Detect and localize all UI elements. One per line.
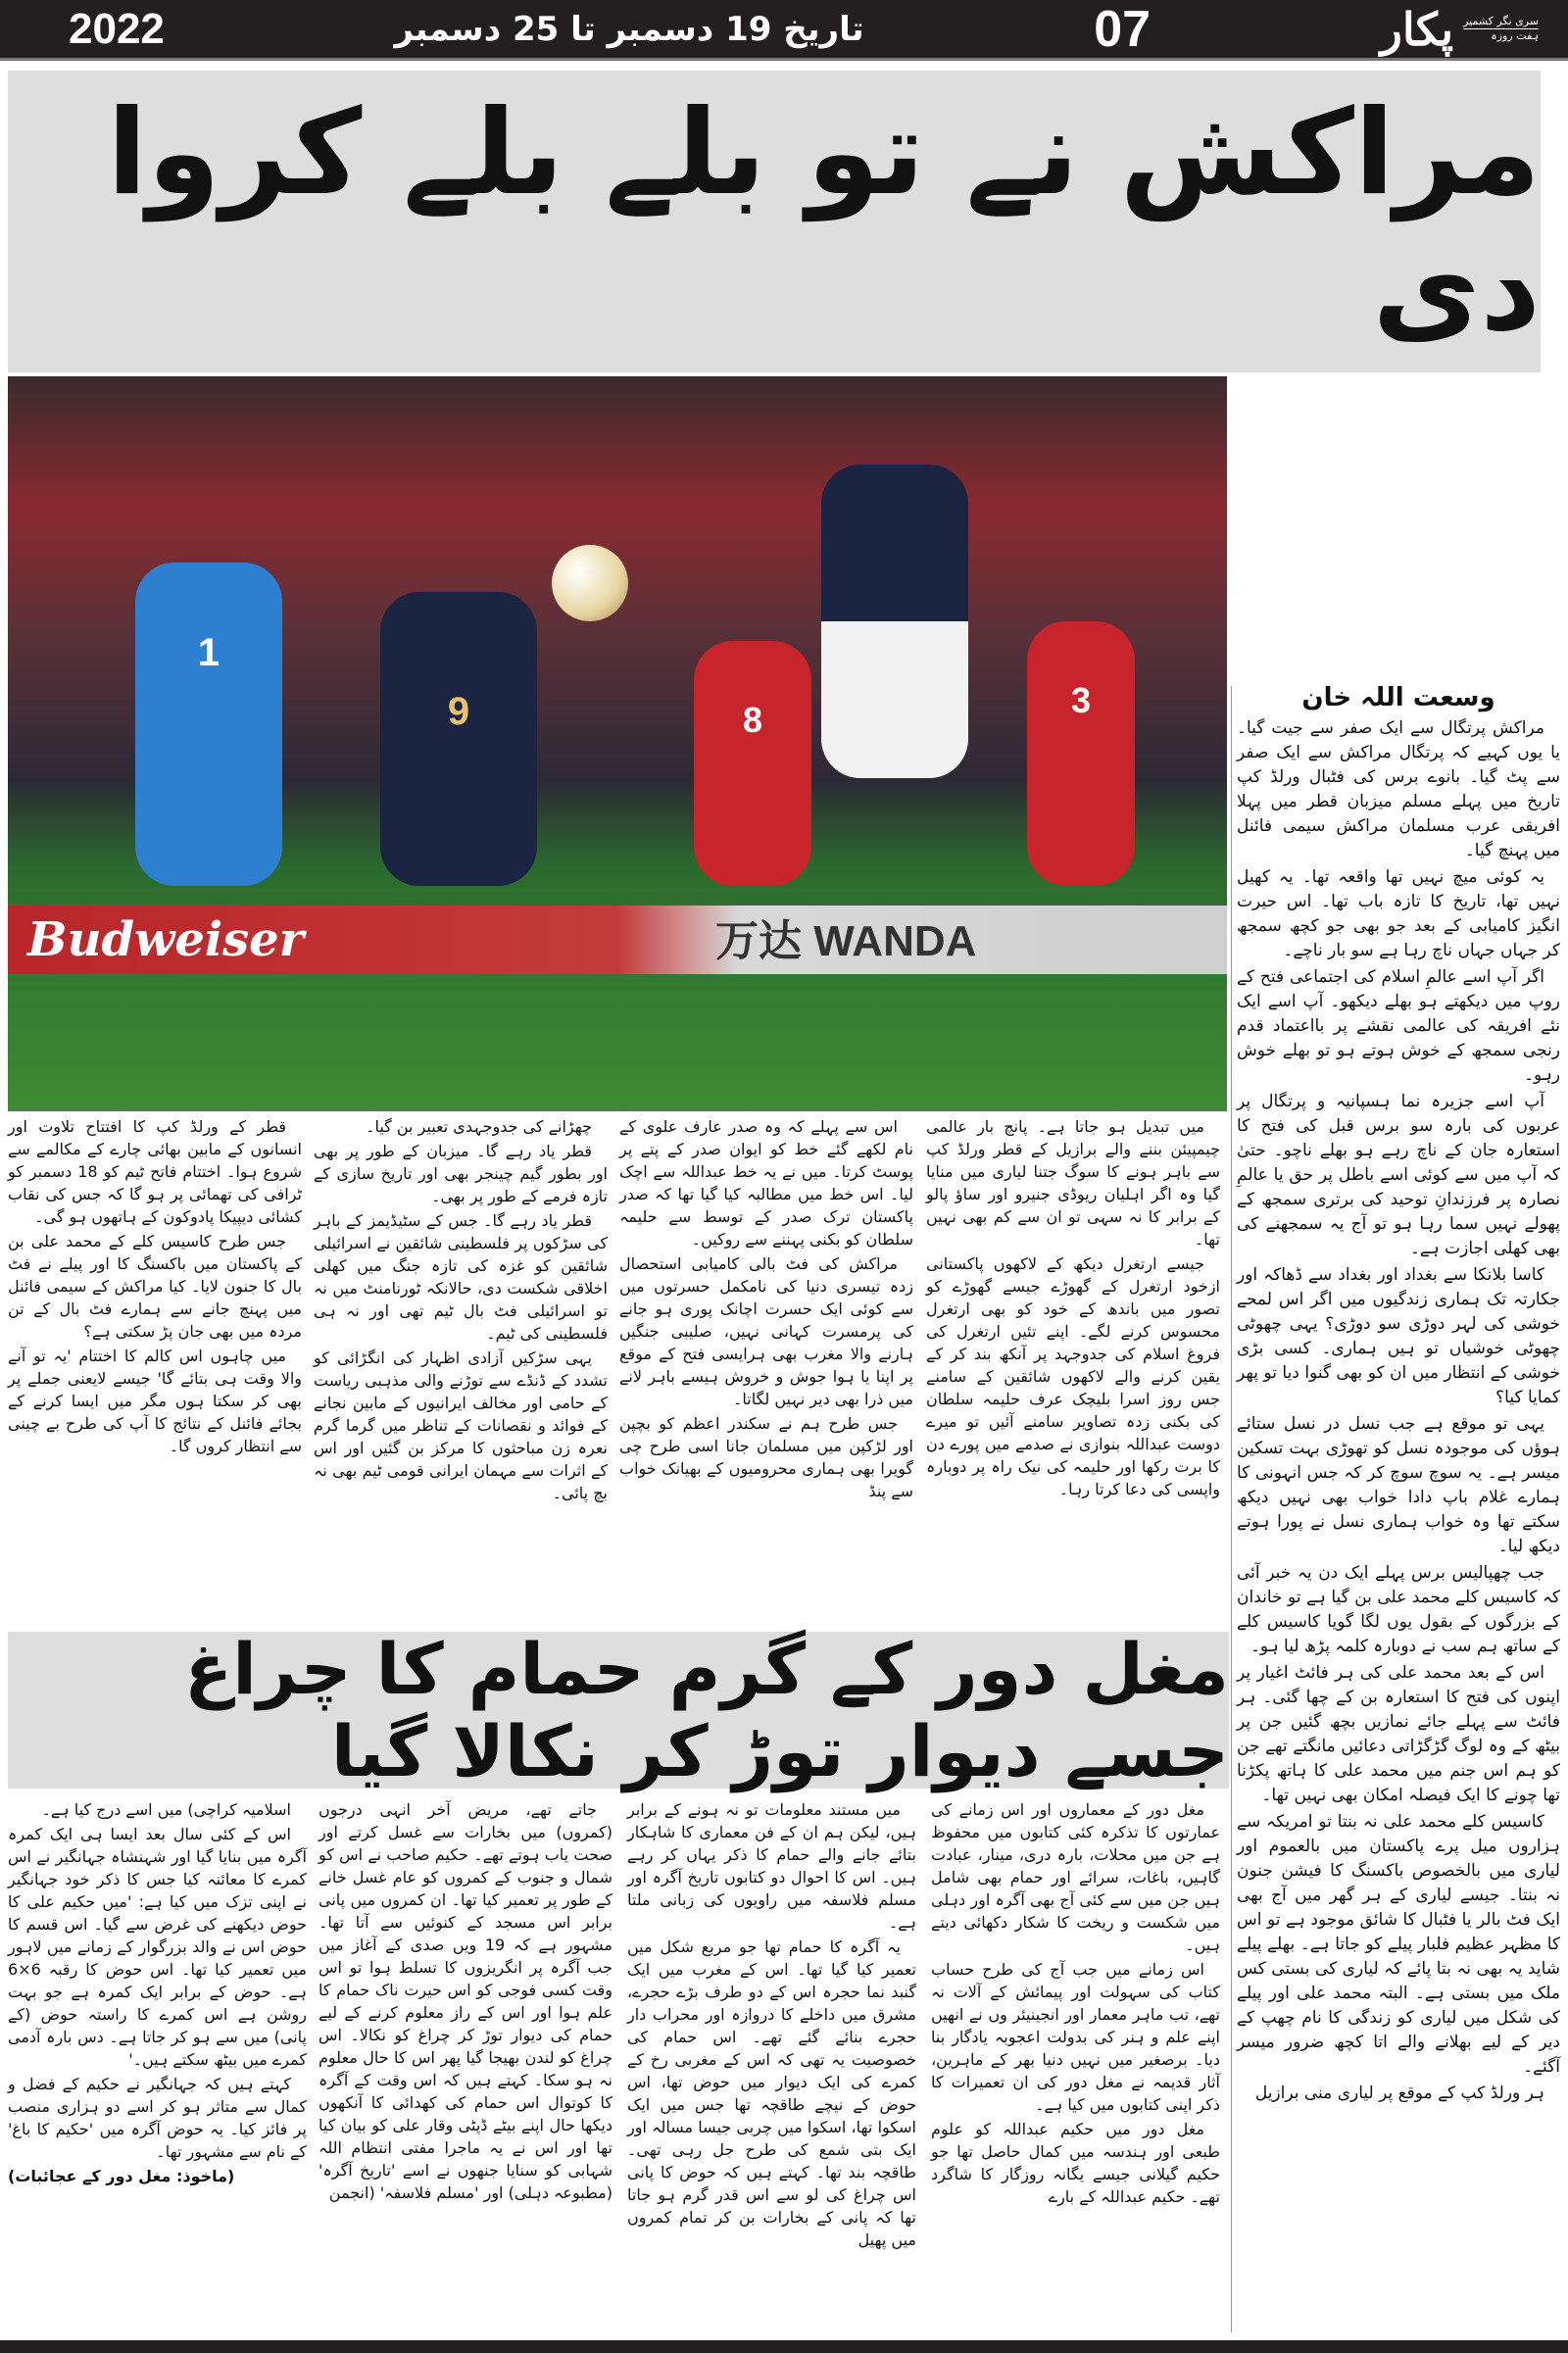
paragraph: قطر یاد رہے گا۔ جس کے سٹیڈیمز کے باہر کی سڑکوں پر فلسطینی شائقین نے اسرائیلی شائقین کو غزہ کی تازہ جنگ میں کھلی اخلاقی شکست دی، حالانکہ ٹورنامنٹ میں نہ تو اسرائیلی فٹ بال ٹیم تھی اور نہ ہی فلسطینی کی ٹیم۔ — [314, 1211, 608, 1343]
masthead-bar — [0, 0, 1568, 61]
article2-column-2 — [627, 1798, 916, 2253]
footer-bar — [0, 2340, 1568, 2353]
right-player-number: 3 — [1070, 680, 1092, 720]
paragraph: اس سے پہلے کہ وہ صدر عارف علوی کے نام لکھے گئے خط کو ایوان صدر کے پتے پر پوسٹ کرتا۔ میں نے یہ خط عبداللہ سے اچک لیا۔ اس خط میں مطالبہ کیا گیا تھا کہ صدر پاکستان ترک صدر کے توسط سے حلیمہ سلطان کو بکنی پہننے سے روکیں۔ — [619, 1117, 913, 1249]
paragraph: اس کے بعد محمد علی کی ہر فائٹ اغیار پر اپنوں کی فتح کا استعارہ بن کے چھا گئی۔ ہر فائٹ سے پہلے جائے نمازیں بچھ گئیں جن پر بیٹھ کے وہ لوگ گڑگڑاتی دعائیں مانگتے تھے جن کو ہم اس جنم میں محمد علی کا ہاتھ پکڑنا تھا چونے کا ایک فیصلہ امکان بھی نہیں تھا۔ — [1237, 1663, 1560, 1805]
paragraph: یہ کوئی میچ نہیں تھا واقعہ تھا۔ یہ کھیل نہیں تھا، تاریخ کا تازہ باب تھا۔ اس حیرت انگیز کامیابی کے بعد جو بھی جو کچھ سمجھ کر جہاں جہاں ناچ رہا ہے سو بار ناچے۔ — [1237, 867, 1560, 960]
source-credit: (ماخوذ: مغل دور کے عجائبات) — [8, 2167, 235, 2185]
masthead-meta — [1463, 15, 1539, 43]
paragraph: چھڑانے کی جدوجہدی تعبیر بن گیا۔ — [366, 1117, 592, 1136]
article1-column-1 — [926, 1115, 1220, 1502]
striker-figure — [380, 592, 537, 886]
paragraph: جیسے ارتغرل دیکھ کے لاکھوں پاکستانی ازخود ارتغرل کے گھوڑے جیسے گھوڑے کو تصور میں باندھ کے خود کو بھی ارتغرل محسوس کرنے لگے۔ اپنے تئیں ارتغرل کی فروغ اسلام کی جدوجہد پر آنکھ بند کر کے یقین کرنے والے لاکھوں شائقین کے سامنے جس روز اسرا بلیچک عرف حلیمہ سلطان کی بکنی زدہ تصاویر سامنے آئیں تو میرے دوست عبداللہ بنوازی نے صدمے میں پورے دن کا برت رکھا اور حلیمہ کی نیک راہ پر دوبارہ واپسی کی دعا کرتا رہا۔ — [926, 1254, 1220, 1498]
paragraph: ہر ورلڈ کپ کے موقع پر لیاری منی برازیل — [1254, 2083, 1544, 2103]
paragraph: مراکش کی فٹ بالی کامیابی استحصال زدہ تیسری دنیا کی نامکمل حسرتوں میں سے کوئی ایک حسرت اچانک پوری ہو جانے کی پرمسرت کہانی نہیں، صلیبی جنگیں ہارنے والا مغرب بھی ہرایسی فتح کے موقع پر اپنا یا ہوا جوش و خروش ہیسے باہر لانے میں ذرا بھی دیر نہیں لگاتا۔ — [619, 1254, 913, 1408]
column-divider — [1231, 686, 1232, 2332]
defender-number: 8 — [742, 700, 763, 740]
article2-column-3 — [318, 1798, 612, 2206]
paragraph: جاتے تھے، مریض آخر انہی درجوں (کمروں) میں بخارات سے غسل کرتے اور صحت یاب ہوتے تھے۔ حکیم صاحب نے اس کو شمال و جنوب کے کمروں کو عام غسل خانے کے طور پر تعمیر کیا تھا۔ ان کمروں میں پانی برابر اس مسجد کے کنوئیں سے آتا تھا۔ مشہور ہے کہ 19 ویں صدی کے آغاز میں جب آگرہ پر انگریزوں کا تسلط ہوا تو اس وقت کسی فوجی کو اس حیرت ناک حمام کا علم ہوا اور اس کے راز معلوم کرنے کے لیے حمام کی دیوار توڑ کر چراغ کو نکالا۔ اس چراغ کو لندن بھیجا گیا پھر اس کا حال معلوم نہ ہو سکا۔ کہتے ہیں کہ اس وقت کے آگرہ کا کوتوال اس حمام کی کھدائی کا آنکھوں دیکھا حال اپنے بیٹے ڈپٹی وقار علی کو بیان کیا تھا اور اس نے یہ ماجرا مفتی انتظام اللہ شہابی کو سنایا جنھوں نے اسے 'تاریخ آگرہ' (مطبوعہ دہلی) اور 'مسلم فلاسفہ' (انجمن — [318, 1800, 612, 2202]
paragraph: مغل دور کے معماروں اور اس زمانے کی عمارتوں کا تذکرہ کئی کتابوں میں محفوظ ہے جن میں محلات، بارہ دری، مینار، عبادت گاہیں، باغات، سرائے اور حمام بھی شامل ہیں جن میں سے کئی آج بھی آگرہ اور دہلی میں شکست و ریخت کا شکار دکھائی دیتے ہیں۔ — [931, 1800, 1220, 1954]
football-match-photo — [8, 376, 1227, 1111]
page-number: 07 — [1094, 0, 1152, 58]
article2-column-1 — [931, 1798, 1220, 2210]
main-headline: مراکش نے تو بلے بلے کروا دی — [107, 85, 1541, 358]
paragraph: قطر کے ورلڈ کپ کا افتتاح تلاوت اور انسانوں کے مابین بھائی چارے کے مکالمے سے شروع ہوا۔ اختتام فاتح ٹیم کو 18 دسمبر کو ٹرافی کی تھمائی پر ہو گا کہ جس کی نقاب کشائی دیپیکا پادوکون کے ہاتھوں ہو گی۔ — [8, 1117, 302, 1226]
masthead-brand — [1381, 3, 1539, 56]
issue-year: 2022 — [69, 4, 165, 53]
goalkeeper-figure — [135, 563, 282, 886]
masthead-frequency: ہفت روزہ — [1491, 29, 1539, 42]
paragraph: اس کے کئی سال بعد ایسا ہی ایک کمرہ آگرہ میں بنایا گیا اور شہنشاہ جہانگیر نے اس کمرے کا معائنہ کیا جس کا ذکر خود جہانگیر نے اپنی تزک میں کیا ہے: 'میں حکیم علی کا حوض دیکھنے کی غرض سے گیا۔ اس قسم کا حوض اس نے والد بزرگوار کے زمانے میں لاہور میں تعمیر کیا تھا۔ اس حوض کا رقبہ 6×6 ہے۔ حوض کے برابر ایک کمرہ ہے جو بہت روشن ہے اس کمرے کا راستہ حوض (کے پانی) میں سے ہو کر جاتا ہے۔ دس بارہ آدمی کمرے میں بیٹھ سکتے ہیں۔' — [8, 1825, 307, 2069]
advertising-board — [8, 906, 1227, 974]
issue-date-range: تاریخ 19 دسمبر تا 25 دسمبر — [394, 9, 864, 49]
second-headline-box — [8, 1628, 1229, 1792]
article1-column-3 — [314, 1115, 608, 1506]
paragraph: کہتے ہیں کہ جہانگیر نے حکیم کے فضل و کمال سے متاثر ہو کر اسے دو ہزاری منصب پر فائز کیا۔ یہ حوض آگرہ میں 'حکیم کا باغ' کے نام سے مشہور تھا۔ — [8, 2075, 307, 2161]
byline: وسعت اللہ خان — [1301, 683, 1495, 712]
second-headline: مغل دور کے گرم حمام کا چراغ جسے دیوار توڑ کر نکالا گیا — [184, 1628, 1229, 1792]
football — [552, 545, 628, 621]
headline-box — [8, 71, 1541, 372]
paragraph: قطر یاد رہے گا۔ میزبان کے طور پر بھی اور بطور گیم چینجر بھی اور تاریخ سازی کے تازہ فرمے کے طور پر بھی۔ — [314, 1142, 608, 1205]
article1-column-2 — [619, 1115, 913, 1504]
keeper-number: 1 — [197, 631, 220, 674]
paragraph: جب چھپالیس برس پہلے ایک دن یہ خبر آئی کہ کاسیس کلے محمد علی بن گیا ہے تو خاندان کے بزرگوں کے بقول یوں لگا گویا کاسیس کلے کے ساتھ ہم سب نے دوبارہ کلمہ پڑھ لیا ہو۔ — [1237, 1563, 1560, 1656]
paragraph: کاسا بلانکا سے بغداد اور بغداد سے ڈھاکہ اور جکارتہ تک ہماری زندگیوں میں اگر اس لمحے خوشی کی لہر دوڑی سو دوڑی؟ یہی چھوٹی چھوٹی خوشیاں تو ہیں ہماری۔ کسی بڑی خوشی کے انتظار میں ان کو بھی گنوا دیا تو پھر کمایا کیا؟ — [1237, 1265, 1560, 1407]
paragraph: جس طرح کاسیس کلے کے محمد علی بن کے پاکستان میں باکسنگ کا اور پیلے نے فٹ بال کا جنون لایا۔ کیا مراکش کے سیمی فائنل میں پہنچ جانے سے ہمارے فٹ بال کے تن مردہ میں بھی جان پڑ سکتی ہے؟ — [8, 1232, 302, 1341]
right-player-figure — [1027, 621, 1135, 886]
defender-figure — [694, 641, 811, 886]
board-left-text: Budweiser — [27, 912, 304, 967]
paragraph: مراکش پرتگال سے ایک صفر سے جیت گیا۔ یا یوں کہیے کہ پرتگال مراکش سے ایک صفر سے پٹ گیا۔ بانوے برس کی فٹبال ورلڈ کپ تاریخ میں پہلے مسلم میزبان قطر میں پہلا افریقی عرب مسلمان مراکش سیمی فائنل میں پہنچ گیا۔ — [1237, 718, 1560, 860]
paragraph: جس طرح ہم نے سکندر اعظم کو بچپن اور لڑکپن میں مسلمان جانا اسی طرح چی گویرا بھی ہماری محرومیوں کے بھیانک خواب سے پنڈ — [619, 1414, 913, 1500]
masthead-subtitle: سری نگر کشمیر — [1463, 15, 1539, 27]
kicking-player-figure — [821, 465, 968, 778]
paragraph: میں مستند معلومات تو نہ ہونے کے برابر ہیں، لیکن ہم ان کے فن معماری کا شاہکار بتائے جانے والے حمام کا ذکر یہاں کر رہے ہیں۔ اس کا احوال دو کتابوں تاریخ آگرہ اور مسلم فلاسفہ میں راویوں کی زبانی ملتا ہے۔ — [627, 1800, 916, 1932]
paragraph: اسلامیہ کراچی) میں اسے درج کیا ہے۔ — [41, 1800, 291, 1819]
paragraph: یہی سڑکیں آزادی اظہار کی انگڑائی کو تشدد کے ڈنڈے سے توڑنے والی مذہبی ریاست کے حامی اور مخالف ایرانیوں کے مابین نجانے کے فوائد و نقصانات کے تناظر میں گرما گرم نعرہ زن مباحثوں کا مرکز بن گئیں اور اس کے اثرات سے مہمان ایرانی قومی ٹیم بھی نہ بچ پائی۔ — [314, 1348, 608, 1502]
paragraph: میں چاہوں اس کالم کا اختتام 'یہ تو آنے والا وقت ہی بتائے گا' جیسے لایعنی جملے پر بھی کر سکتا ہوں مگر میں ایسا کرنے کے بجائے فائنل کے نتائج کا آپ کی طرح بے چینی سے انتظار کروں گا۔ — [8, 1347, 302, 1455]
article1-column-4 — [8, 1115, 302, 1459]
column-right — [1237, 681, 1560, 2108]
newspaper-logo: پکار — [1380, 2, 1454, 56]
paragraph: اگر آپ اسے عالمِ اسلام کی اجتماعی فتح کے روپ میں دیکھتے ہو بھلے دیکھو۔ آپ اسے ایک نئے افریقہ کی عالمی نقشے پر بااعتماد قدم رنجی سمجھ کے خوش ہوتے ہو تو بھلے خوش رہو۔ — [1237, 967, 1560, 1085]
board-right-text: 万达 WANDA — [714, 917, 977, 965]
article2-column-4 — [8, 1798, 307, 2189]
paragraph: مغل دور میں حکیم عبداللہ کو علوم طبعی اور ہندسہ میں کمال حاصل تھا جو حکیم گیلانی جیسے یگانہ روزگار کا شاگرد تھے۔ حکیم عبداللہ کے بارے — [931, 2120, 1220, 2206]
paragraph: میں تبدیل ہو جاتا ہے۔ پانچ بار عالمی چیمپیئن بننے والے برازیل کے قطر ورلڈ کپ سے باہر ہونے کا سوگ جتنا لیاری میں منایا گیا وہ اگر اہلیان ریوڈی جنیرو اور ساؤ پالو کے برابر کا نہ سہی تو ان سے کم بھی نہیں تھا۔ — [926, 1117, 1220, 1249]
striker-number: 9 — [447, 690, 470, 733]
paragraph: یہی تو موقع ہے جب نسل در نسل ستائے ہوؤں کی موجودہ نسل کو تھوڑی بہت تسکین میسر ہے۔ یہ سوچ سوچ کر کہ جس انہونی کا ہمارے غلام باپ دادا خواب بھی نہیں دیکھ سکتے تھا وہ خواب ہماری نسل نے پورا ہوتے دیکھ لیا۔ — [1237, 1414, 1560, 1556]
paragraph: آپ اسے جزیرہ نما ہسپانیہ و پرتگال پر عربوں کی بارہ سو برس قبل کی فتح کا استعارہ جان کے ناچ رہے ہو بھلے ناچو۔ حتیٰ کہ آپ میں سے کوئی اسے باطل پر حق یا عالمِ نصارہ پر فرزندانِ توحید کی برتری سمجھ کے پھولے نہیں سما رہا ہو تو آج یہ سمجھنے کی بھی کھلی اجازت ہے۔ — [1237, 1092, 1560, 1258]
paragraph: کاسیس کلے محمد علی نہ بنتا تو امریکہ سے ہزاروں میل پرے پاکستان میں بالعموم اور لیاری میں بالخصوص باکسنگ کا فیشن جنون نہ بنتا۔ جیسے لیاری کے ہر گھر میں آج بھی ایک فٹ بالر یا فٹبال کا شائق موجود ہے تو اس کا مظہر عظیم فلبار پیلے کو جاتا ہے۔ بھلے پیلے شاید یہ بھی نہ بتا پائے کہ لیاری کی بستی کس ملک میں بستی ہے۔ البتہ محمد علی اور پیلے کی شکل میں لیاری کو زندگی کا نام چھپ کے دیر کے لیے بھلانے والے اتا کچھ ضرور میسر آگئے۔ — [1237, 1812, 1560, 2077]
paragraph: اس زمانے میں جب آج کی طرح حساب کتاب کی سہولت اور پیمائش کے آلات نہ تھے، تب ماہر معمار اور انجینیئر وں نے انھیں اپنے علم و ہنر کی بدولت اعجوبہ یادگار بنا دیا۔ برصغیر میں نہیں دنیا بھر کے ماہرین، آثار قدیمہ نے مغل دور کی ان تعمیرات کا ذکر اپنی کتابوں میں کیا ہے۔ — [931, 1960, 1220, 2114]
paragraph: یہ آگرہ کا حمام تھا جو مربع شکل میں تعمیر کیا گیا تھا۔ اس کے مغرب میں ایک گنبد نما حجرہ اس کے دو طرف بڑے حجرے، مشرق میں داخلے کا دروازہ اور محراب دار حجرے بنائے گئے تھے۔ اس حمام کی خصوصیت یہ تھی کہ اس کے مغربی رخ کے کمرے کی ایک دیوار میں حوض تھا، اس حوض کے نیچے طاقچہ تھا جس میں ایک اسکوا تھا، اسکوا میں چربی جیسا مسالہ اور ایک بتی شمع کی طرح جل رہی تھی۔ طاقچہ بند تھا۔ کہتے ہیں کہ حوض کا پانی اس چراغ کی لو سے اس قدر گرم ہو جاتا تھا کہ پانی کے بخارات بن کر تمام کمروں میں پھیل — [627, 1937, 916, 2249]
